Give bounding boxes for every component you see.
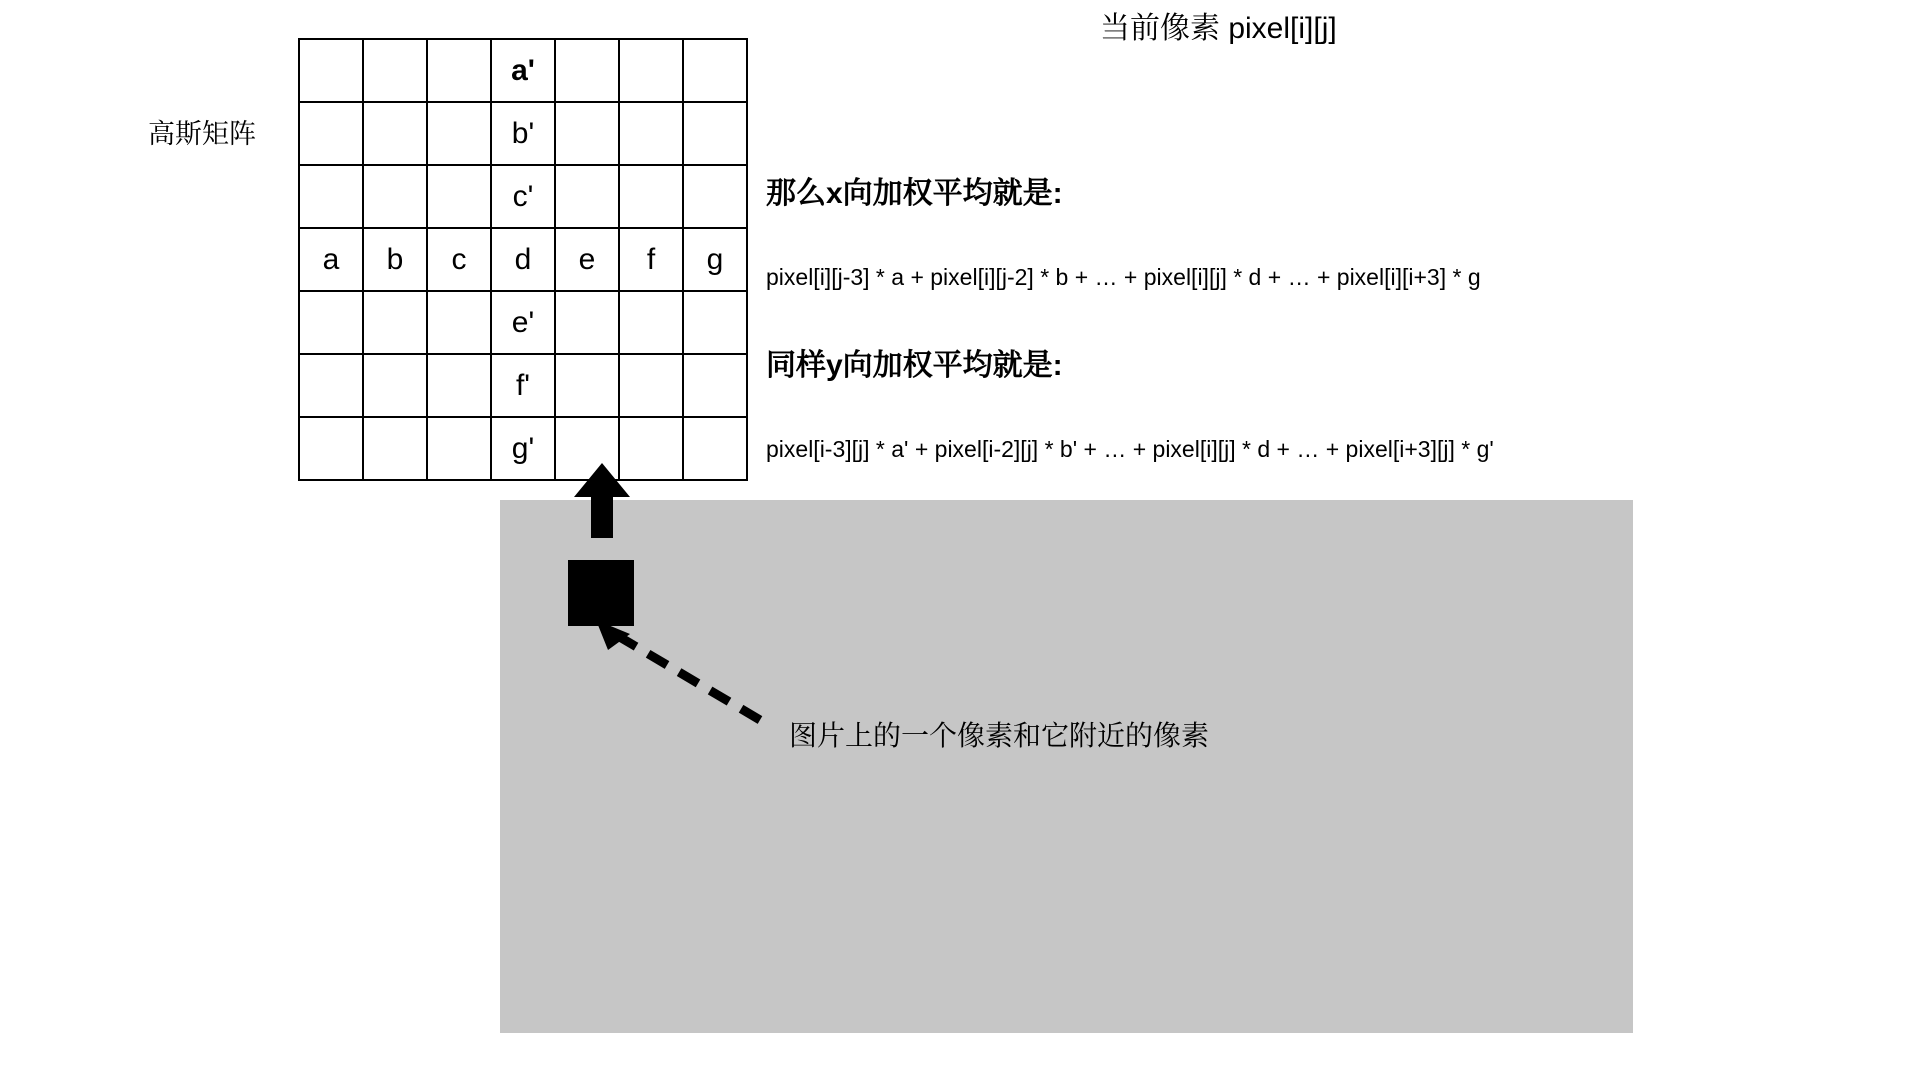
- matrix-row: [299, 102, 747, 165]
- up-arrow-icon: [572, 463, 632, 538]
- matrix-cell: [555, 39, 619, 102]
- matrix-cell: [555, 165, 619, 228]
- matrix-cell: [619, 291, 683, 354]
- matrix-cell: [683, 39, 747, 102]
- matrix-cell: [619, 165, 683, 228]
- matrix-cell: [363, 102, 427, 165]
- matrix-cell: f: [619, 228, 683, 291]
- gaussian-matrix-label: 高斯矩阵: [148, 119, 256, 149]
- matrix-cell: [555, 102, 619, 165]
- matrix-cell: e: [555, 228, 619, 291]
- image-area-rectangle: [500, 500, 1633, 1033]
- matrix-cell: c: [427, 228, 491, 291]
- matrix-row: [299, 417, 747, 480]
- pixel-square: [568, 560, 634, 626]
- matrix-cell: f': [491, 354, 555, 417]
- matrix-cell: [619, 102, 683, 165]
- matrix-cell: [363, 39, 427, 102]
- matrix-cell: b: [363, 228, 427, 291]
- matrix-cell: [299, 291, 363, 354]
- matrix-cell: [683, 165, 747, 228]
- matrix-cell: g': [491, 417, 555, 480]
- matrix-cell: [363, 165, 427, 228]
- matrix-cell: [555, 291, 619, 354]
- y-direction-heading: 同样y向加权平均就是:: [766, 349, 1063, 382]
- page-title: 当前像素 pixel[i][j]: [1100, 12, 1337, 45]
- gaussian-matrix: [298, 38, 748, 481]
- matrix-row: [299, 228, 747, 291]
- dashed-arrow-icon: [590, 620, 770, 730]
- x-direction-formula: pixel[i][j-3] * a + pixel[i][j-2] * b + … + pixel[i][j] * d + … + pixel[i][i+3] * g: [766, 264, 1481, 290]
- x-direction-heading: 那么x向加权平均就是:: [766, 177, 1063, 210]
- matrix-cell: [555, 354, 619, 417]
- matrix-row: [299, 165, 747, 228]
- matrix-row: [299, 354, 747, 417]
- matrix-cell: [299, 39, 363, 102]
- matrix-cell: e': [491, 291, 555, 354]
- matrix-cell: [427, 417, 491, 480]
- matrix-cell: [427, 354, 491, 417]
- matrix-cell: d: [491, 228, 555, 291]
- matrix-cell: c': [491, 165, 555, 228]
- y-direction-formula: pixel[i-3][j] * a' + pixel[i-2][j] * b' + … + pixel[i][j] * d + … + pixel[i+3][j] * g': [766, 436, 1494, 462]
- matrix-cell: [299, 417, 363, 480]
- matrix-cell: [363, 417, 427, 480]
- matrix-cell: b': [491, 102, 555, 165]
- matrix-cell: [427, 165, 491, 228]
- matrix-cell: [299, 354, 363, 417]
- matrix-cell: [427, 39, 491, 102]
- matrix-cell: a': [491, 39, 555, 102]
- matrix-cell: [363, 354, 427, 417]
- matrix-row: [299, 291, 747, 354]
- matrix-cell: [363, 291, 427, 354]
- matrix-cell: [299, 102, 363, 165]
- matrix-cell: [683, 291, 747, 354]
- matrix-row: [299, 39, 747, 102]
- matrix-cell: [683, 354, 747, 417]
- matrix-cell: [619, 354, 683, 417]
- matrix-cell: [683, 417, 747, 480]
- matrix-cell: g: [683, 228, 747, 291]
- matrix-cell: a: [299, 228, 363, 291]
- matrix-cell: [619, 39, 683, 102]
- matrix-cell: [683, 102, 747, 165]
- pixel-caption: 图片上的一个像素和它附近的像素: [789, 720, 1210, 751]
- matrix-cell: [299, 165, 363, 228]
- matrix-cell: [427, 291, 491, 354]
- matrix-cell: [427, 102, 491, 165]
